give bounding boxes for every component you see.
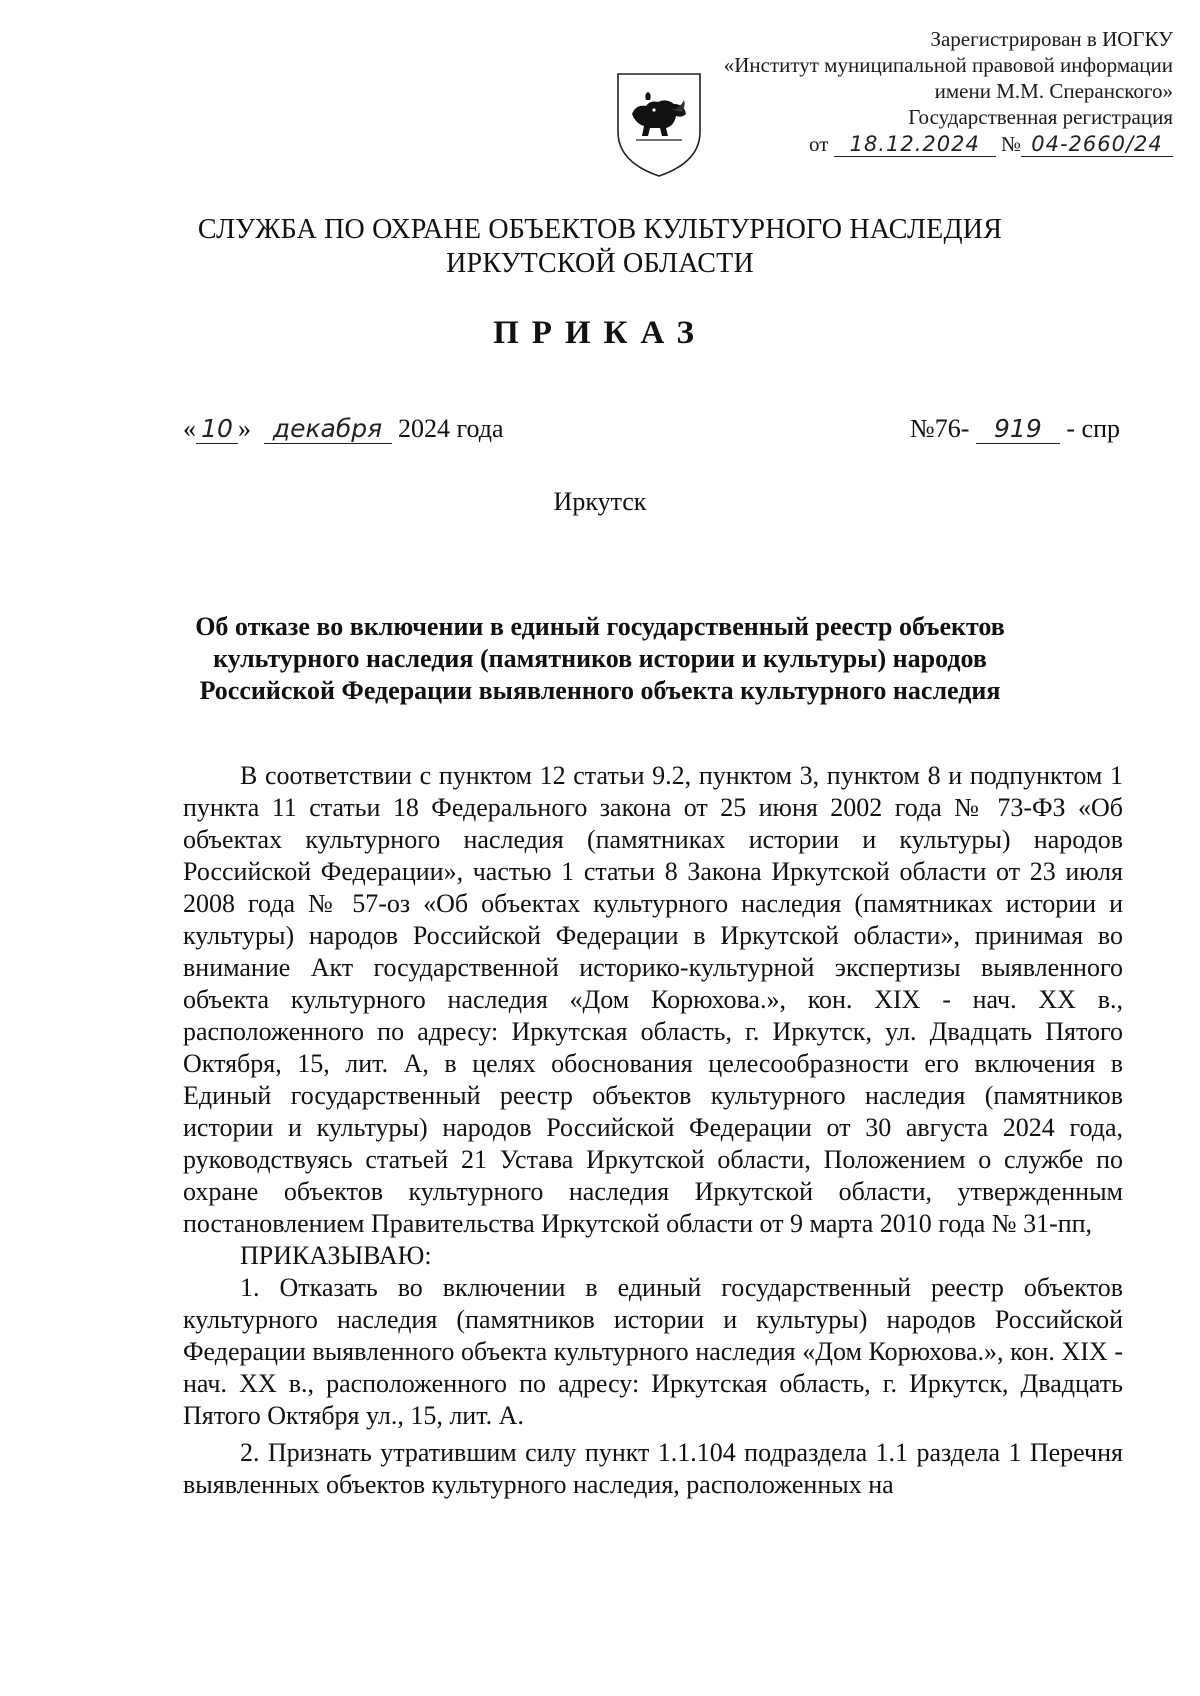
date-month-handwritten: декабря — [264, 415, 392, 444]
registration-number-handwritten: 04-2660/24 — [1021, 132, 1173, 157]
irkutsk-coat-of-arms-icon — [614, 70, 704, 180]
order-number-suffix: - спр — [1066, 414, 1120, 443]
registration-line-2: «Институт муниципальной правовой информации — [723, 53, 1173, 77]
order-word: ПРИКАЗЫВАЮ: — [240, 1241, 432, 1270]
order-date — [183, 414, 504, 444]
document-type-title: ПРИКАЗ — [493, 315, 707, 351]
registration-line-4: Государственная регистрация — [908, 105, 1173, 129]
order-number — [910, 414, 1120, 444]
registration-from-label: от — [809, 132, 829, 156]
date-day-handwritten: 10 — [196, 415, 238, 444]
order-body — [183, 760, 1123, 1501]
city-name: Иркутск — [553, 487, 647, 516]
agency-name-line-1: СЛУЖБА ПО ОХРАНЕ ОБЪЕКТОВ КУЛЬТУРНОГО НАСЛЕДИЯ — [197, 214, 1003, 245]
order-item-2: 2. Признать утратившим силу пункт 1.1.104 подраздела 1.1 раздела 1 Перечня выявленных объектов культурного наследия, расположенных на — [183, 1438, 1123, 1499]
date-close-quote: » — [238, 414, 251, 443]
agency-name-line-2: ИРКУТСКОЙ ОБЛАСТИ — [446, 248, 754, 279]
registration-line-1: Зарегистрирован в ИОГКУ — [930, 27, 1173, 51]
order-item-1: 1. Отказать во включении в единый государственный реестр объектов культурного наследия (памятников истории и культуры) народов Российской Федерации выявленного объекта культурного наследия «Дом Корюхова.», кон. XIX - нач. XX в., расположенного по адресу: Иркутская область, г. Иркутск, Двадцать Пятого Октября ул., 15, лит. А. — [183, 1273, 1123, 1430]
registration-number-label: № — [1000, 132, 1021, 156]
registration-line-3: имени М.М. Сперанского» — [934, 79, 1173, 103]
date-year: 2024 года — [398, 414, 504, 443]
preamble-paragraph: В соответствии с пунктом 12 статьи 9.2, пунктом 3, пунктом 8 и подпунктом 1 пункта 11 статьи 18 Федерального закона от 25 июня 2002 года № 73-ФЗ «Об объектах культурного наследия (памятниках истории и культуры) народов Российской Федерации», частью 1 статьи 8 Закона Иркутской области от 23 июля 2008 года № 57-оз «Об объектах культурного наследия (памятниках истории и культуры) народов Российской Федерации в Иркутской области», принимая во внимание Акт государственной историко-культурной экспертизы выявленного объекта культурного наследия «Дом Корюхова.», кон. XIX - нач. XX в., расположенного по адресу: Иркутская область, г. Иркутск, ул. Двадцать Пятого Октября, 15, лит. А, в целях обоснования целесообразности его включения в Единый государственный реестр объектов культурного наследия (памятников истории и культуры) народов Российской Федерации от 30 августа 2024 года, руководствуясь статьей 21 Устава Иркутской области, Положением о службе по охране объектов культурного наследия Иркутской области, утвержденным постановлением Правительства Иркутской области от 9 марта 2010 года № 31-пп, — [183, 761, 1123, 1238]
order-title: Об отказе во включении в единый государственный реестр объектов культурного наследия (памятников истории и культуры) народов Российской Федерации выявленного объекта культурного наследия — [195, 612, 1005, 705]
date-open-quote: « — [183, 414, 196, 443]
order-number-handwritten: 919 — [976, 415, 1060, 444]
registration-date-handwritten: 18.12.2024 — [834, 132, 996, 157]
order-number-prefix: №76- — [909, 414, 970, 443]
